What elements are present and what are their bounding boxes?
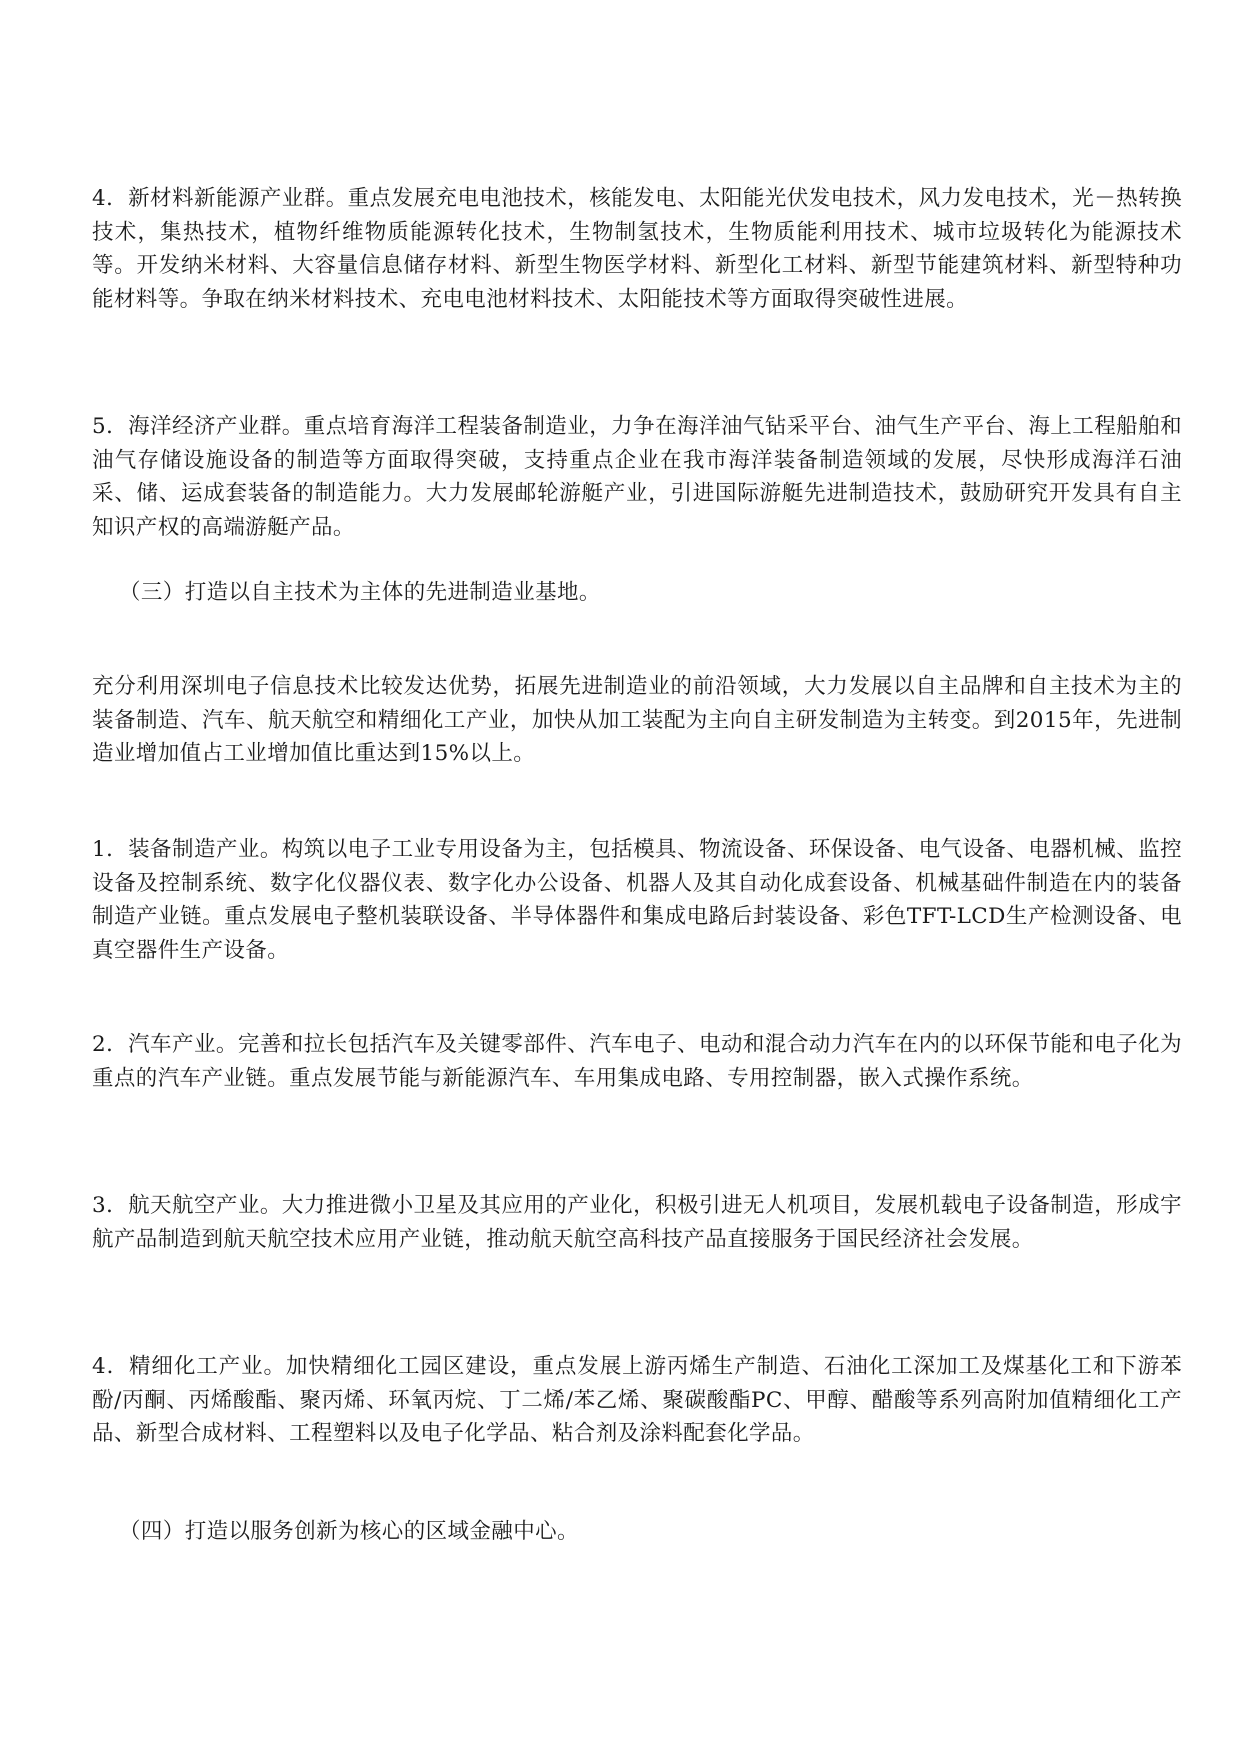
section-heading-financial-center: （四）打造以服务创新为核心的区域金融中心。	[119, 1519, 579, 1544]
paragraph-advanced-manufacturing-intro: 充分利用深圳电子信息技术比较发达优势，拓展先进制造业的前沿领域，大力发展以自主品牌和自主技术为主的装备制造、汽车、航天航空和精细化工产业，加快从加工装配为主向自主研发制造为主转变。到2015年，先进制造业增加值占工业增加值比重达到15%以上。	[92, 674, 1182, 766]
section-heading-advanced-manufacturing: （三）打造以自主技术为主体的先进制造业基地。	[119, 580, 601, 605]
paragraph-fine-chemical: 4．精细化工产业。加快精细化工园区建设，重点发展上游丙烯生产制造、石油化工深加工及煤基化工和下游苯酚/丙酮、丙烯酸酯、聚丙烯、环氧丙烷、丁二烯/苯乙烯、聚碳酸酯PC、甲醇、醋酸等系列高附加值精细化工产品、新型合成材料、工程塑料以及电子化学品、粘合剂及涂料配套化学品。	[92, 1354, 1182, 1446]
paragraph-marine-economy: 5．海洋经济产业群。重点培育海洋工程装备制造业，力争在海洋油气钻采平台、油气生产平台、海上工程船舶和油气存储设施设备的制造等方面取得突破，支持重点企业在我市海洋装备制造领域的发展，尽快形成海洋石油采、储、运成套装备的制造能力。大力发展邮轮游艇产业，引进国际游艇先进制造技术，鼓励研究开发具有自主知识产权的高端游艇产品。	[92, 414, 1182, 540]
paragraph-equipment-manufacturing: 1．装备制造产业。构筑以电子工业专用设备为主，包括模具、物流设备、环保设备、电气设备、电器机械、监控设备及控制系统、数字化仪器仪表、数字化办公设备、机器人及其自动化成套设备、机械基础件制造在内的装备制造产业链。重点发展电子整机装联设备、半导体器件和集成电路后封装设备、彩色TFT-LCD生产检测设备、电真空器件生产设备。	[92, 837, 1182, 963]
paragraph-automotive: 2．汽车产业。完善和拉长包括汽车及关键零部件、汽车电子、电动和混合动力汽车在内的以环保节能和电子化为重点的汽车产业链。重点发展节能与新能源汽车、车用集成电路、专用控制器，嵌入式操作系统。	[92, 1032, 1182, 1091]
paragraph-new-materials-energy: 4．新材料新能源产业群。重点发展充电电池技术，核能发电、太阳能光伏发电技术，风力发电技术，光－热转换技术，集热技术，植物纤维物质能源转化技术，生物制氢技术，生物质能利用技术、城市垃圾转化为能源技术等。开发纳米材料、大容量信息储存材料、新型生物医学材料、新型化工材料、新型节能建筑材料、新型特种功能材料等。争取在纳米材料技术、充电电池材料技术、太阳能技术等方面取得突破性进展。	[92, 186, 1182, 312]
paragraph-aerospace: 3．航天航空产业。大力推进微小卫星及其应用的产业化，积极引进无人机项目，发展机载电子设备制造，形成宇航产品制造到航天航空技术应用产业链，推动航天航空高科技产品直接服务于国民经济社会发展。	[92, 1193, 1182, 1252]
